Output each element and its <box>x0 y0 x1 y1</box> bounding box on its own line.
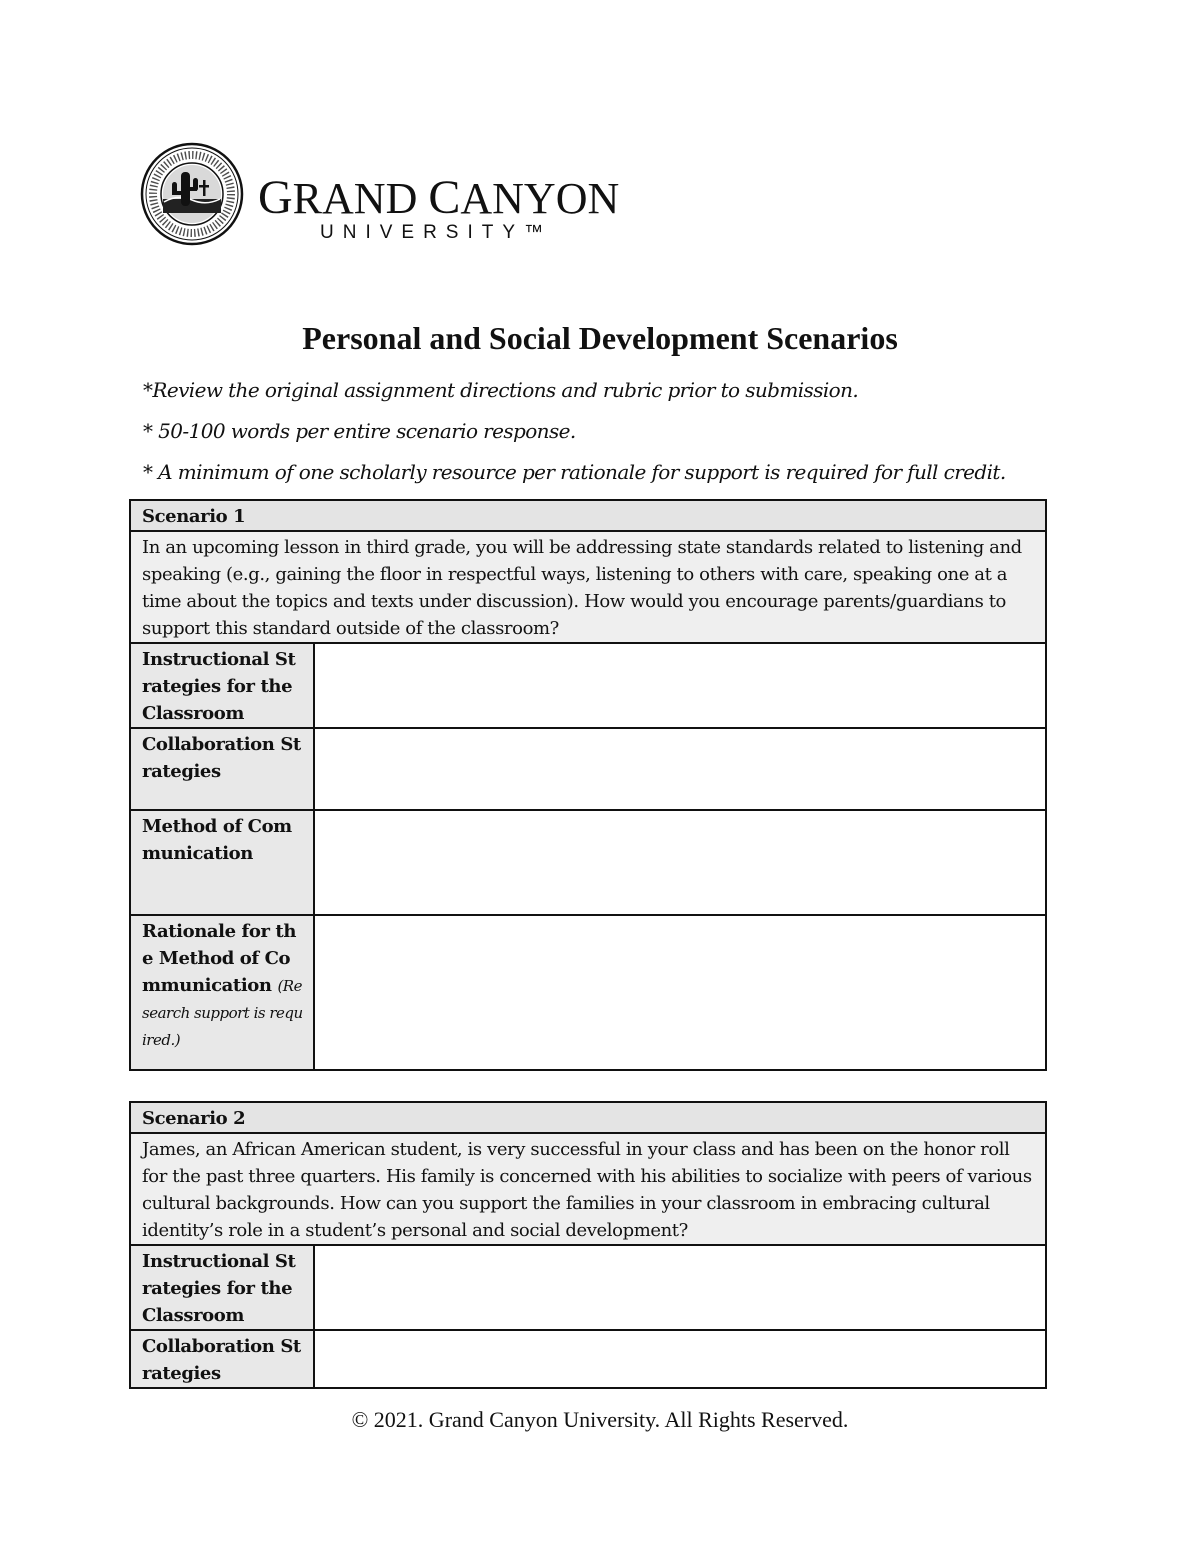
row-label: Instructional Strategies for the Classroom <box>130 1245 314 1330</box>
row-label <box>130 915 314 1070</box>
scenario-heading: Scenario 1 <box>130 500 1046 531</box>
answer-cell-instructional-strategies[interactable] <box>314 1245 1046 1330</box>
answer-cell-method-of-communication[interactable] <box>314 810 1046 915</box>
university-name: GRAND CANYON <box>258 171 620 224</box>
answer-cell-collaboration-strategies[interactable] <box>314 1330 1046 1388</box>
scenario-1-table <box>129 499 1047 1071</box>
instruction-note: *Review the original assignment directions and rubric prior to submission. <box>143 378 859 402</box>
research-note: (Research support is required.) <box>142 977 303 1049</box>
row-label: Collaboration Strategies <box>130 728 314 810</box>
row-label: Instructional Strategies for the Classroom <box>130 643 314 728</box>
university-logo <box>140 142 620 246</box>
scenario-prompt: James, an African American student, is very successful in your class and has been on the honor roll for the past three quarters. His family is concerned with his abilities to socialize with peers of various cultural backgrounds. How can you support the families in your classroom in embracing cultural identity’s role in a student’s personal and social development? <box>130 1133 1046 1245</box>
row-label: Method of Communication <box>130 810 314 915</box>
instruction-note: * A minimum of one scholarly resource per rationale for support is required for full credit. <box>143 460 1006 484</box>
university-seal-icon <box>140 142 244 246</box>
instruction-note: * 50-100 words per entire scenario response. <box>143 419 576 443</box>
answer-cell-collaboration-strategies[interactable] <box>314 728 1046 810</box>
scenario-prompt: In an upcoming lesson in third grade, you will be addressing state standards related to listening and speaking (e.g., gaining the floor in respectful ways, listening to others with care, speaking one at a time about the topics and texts under discussion). How would you encourage parents/guardians to support this standard outside of the classroom? <box>130 531 1046 643</box>
page-title: Personal and Social Development Scenarios <box>302 320 898 356</box>
answer-cell-rationale[interactable] <box>314 915 1046 1070</box>
row-label: Collaboration Strategies <box>130 1330 314 1388</box>
answer-cell-instructional-strategies[interactable] <box>314 643 1046 728</box>
row-label-text: Rationale for the Method of Communication <box>142 921 297 996</box>
scenario-heading: Scenario 2 <box>130 1102 1046 1133</box>
scenario-2-table <box>129 1101 1047 1389</box>
university-subname: UNIVERSITY™ <box>320 222 553 243</box>
copyright-footer: © 2021. Grand Canyon University. All Rights Reserved. <box>351 1407 849 1432</box>
